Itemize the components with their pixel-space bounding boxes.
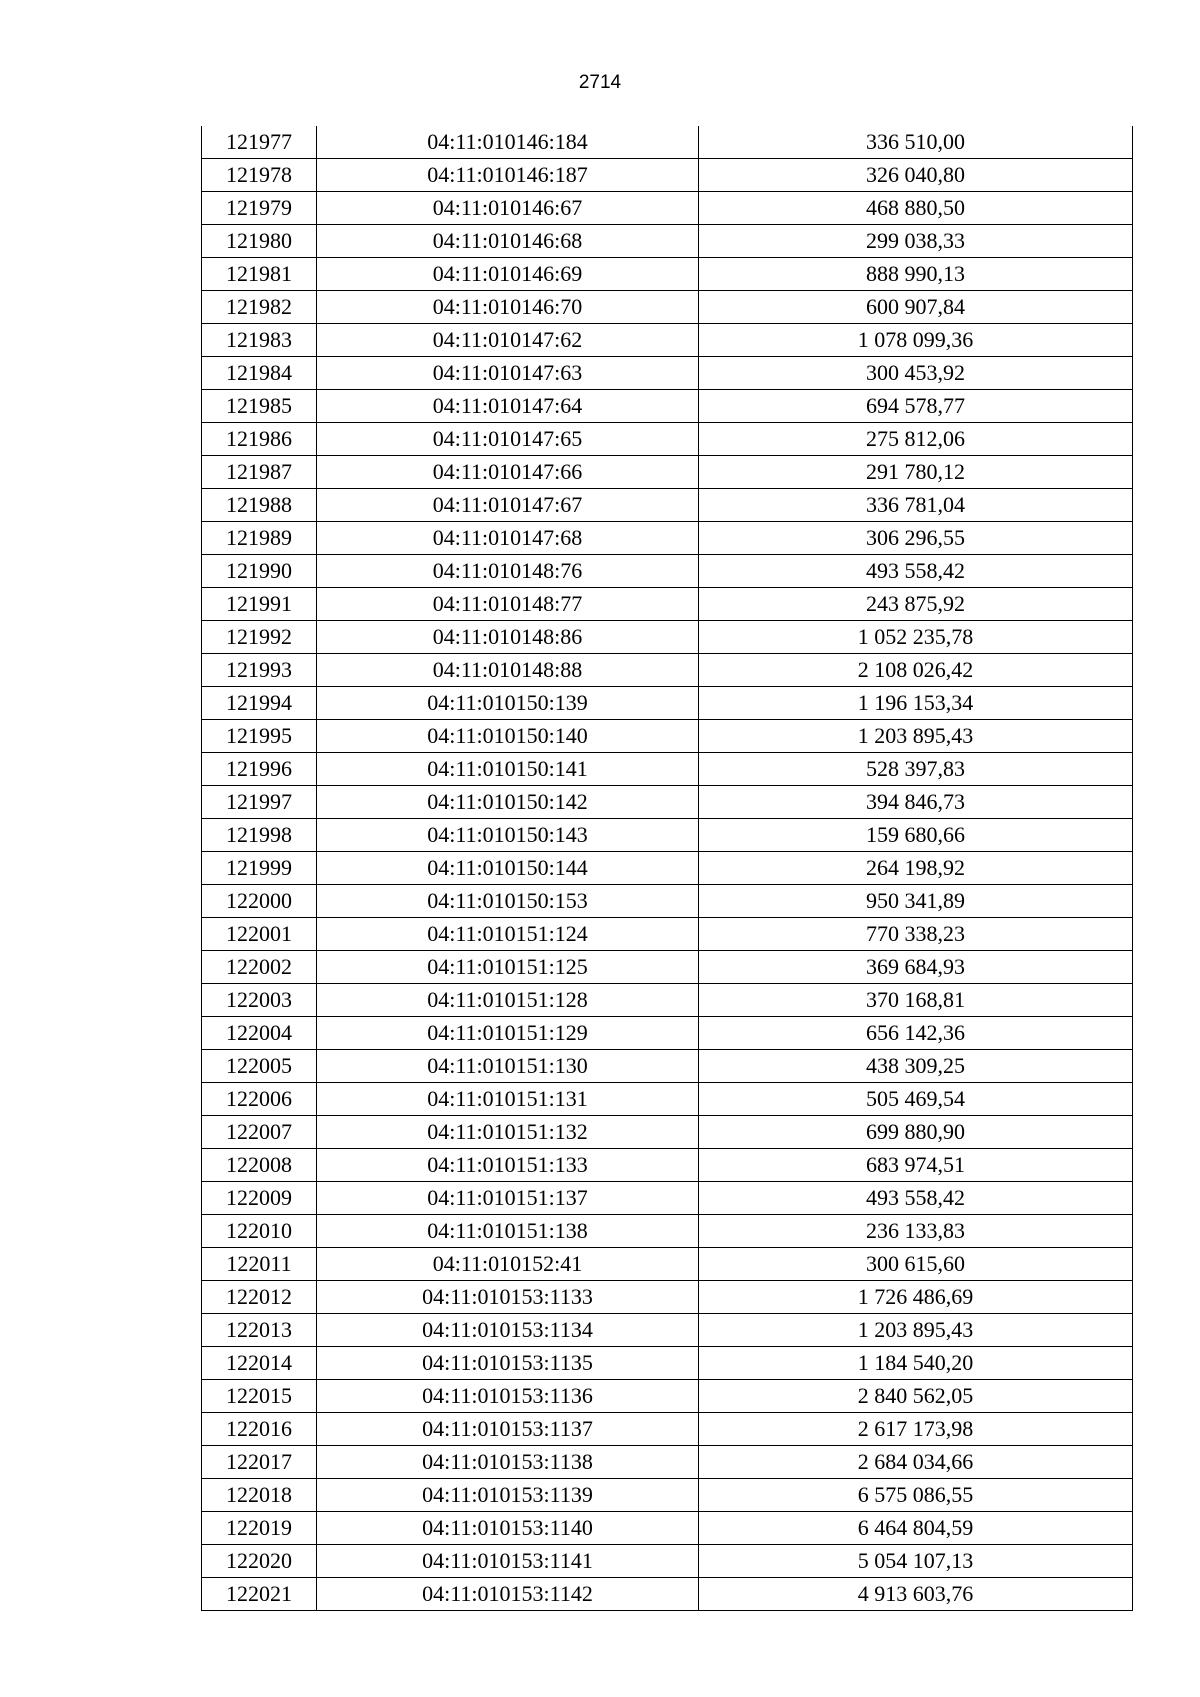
value-cell: 394 846,73 — [699, 786, 1133, 819]
value-cell: 1 184 540,20 — [699, 1347, 1133, 1380]
row-number-cell: 121986 — [202, 423, 317, 456]
value-cell: 656 142,36 — [699, 1017, 1133, 1050]
value-cell: 493 558,42 — [699, 1182, 1133, 1215]
cadastral-number-cell: 04:11:010153:1140 — [317, 1512, 699, 1545]
cadastral-number-cell: 04:11:010148:77 — [317, 588, 699, 621]
row-number-cell: 121978 — [202, 159, 317, 192]
row-number-cell: 122018 — [202, 1479, 317, 1512]
table-row — [202, 720, 1133, 753]
row-number-cell: 122021 — [202, 1578, 317, 1611]
row-number-cell: 122007 — [202, 1116, 317, 1149]
value-cell: 300 615,60 — [699, 1248, 1133, 1281]
row-number-cell: 121981 — [202, 258, 317, 291]
cadastral-number-cell: 04:11:010151:129 — [317, 1017, 699, 1050]
table-row — [202, 918, 1133, 951]
row-number-cell: 121984 — [202, 357, 317, 390]
table-row — [202, 1413, 1133, 1446]
value-cell: 493 558,42 — [699, 555, 1133, 588]
table-row — [202, 1578, 1133, 1611]
registry-table-body — [202, 126, 1133, 1611]
cadastral-number-cell: 04:11:010150:139 — [317, 687, 699, 720]
table-row — [202, 126, 1133, 159]
value-cell: 300 453,92 — [699, 357, 1133, 390]
row-number-cell: 121979 — [202, 192, 317, 225]
table-row — [202, 1380, 1133, 1413]
value-cell: 2 840 562,05 — [699, 1380, 1133, 1413]
cadastral-number-cell: 04:11:010151:131 — [317, 1083, 699, 1116]
row-number-cell: 122020 — [202, 1545, 317, 1578]
value-cell: 275 812,06 — [699, 423, 1133, 456]
value-cell: 336 510,00 — [699, 126, 1133, 159]
row-number-cell: 121985 — [202, 390, 317, 423]
row-number-cell: 122003 — [202, 984, 317, 1017]
cadastral-number-cell: 04:11:010153:1141 — [317, 1545, 699, 1578]
table-row — [202, 555, 1133, 588]
value-cell: 1 052 235,78 — [699, 621, 1133, 654]
row-number-cell: 122015 — [202, 1380, 317, 1413]
cadastral-number-cell: 04:11:010151:132 — [317, 1116, 699, 1149]
cadastral-number-cell: 04:11:010147:65 — [317, 423, 699, 456]
value-cell: 2 617 173,98 — [699, 1413, 1133, 1446]
table-row — [202, 786, 1133, 819]
table-row — [202, 1248, 1133, 1281]
table-row — [202, 1050, 1133, 1083]
value-cell: 528 397,83 — [699, 753, 1133, 786]
cadastral-number-cell: 04:11:010153:1136 — [317, 1380, 699, 1413]
cadastral-number-cell: 04:11:010150:153 — [317, 885, 699, 918]
row-number-cell: 122008 — [202, 1149, 317, 1182]
cadastral-number-cell: 04:11:010147:64 — [317, 390, 699, 423]
row-number-cell: 121995 — [202, 720, 317, 753]
value-cell: 4 913 603,76 — [699, 1578, 1133, 1611]
value-cell: 243 875,92 — [699, 588, 1133, 621]
value-cell: 683 974,51 — [699, 1149, 1133, 1182]
cadastral-number-cell: 04:11:010147:63 — [317, 357, 699, 390]
row-number-cell: 122011 — [202, 1248, 317, 1281]
cadastral-number-cell: 04:11:010151:138 — [317, 1215, 699, 1248]
row-number-cell: 122004 — [202, 1017, 317, 1050]
table-row — [202, 1116, 1133, 1149]
cadastral-number-cell: 04:11:010153:1133 — [317, 1281, 699, 1314]
row-number-cell: 122002 — [202, 951, 317, 984]
cadastral-number-cell: 04:11:010151:128 — [317, 984, 699, 1017]
cadastral-number-cell: 04:11:010146:70 — [317, 291, 699, 324]
row-number-cell: 122017 — [202, 1446, 317, 1479]
table-row — [202, 522, 1133, 555]
value-cell: 369 684,93 — [699, 951, 1133, 984]
value-cell: 770 338,23 — [699, 918, 1133, 951]
value-cell: 5 054 107,13 — [699, 1545, 1133, 1578]
value-cell: 2 108 026,42 — [699, 654, 1133, 687]
cadastral-number-cell: 04:11:010146:69 — [317, 258, 699, 291]
cadastral-number-cell: 04:11:010153:1138 — [317, 1446, 699, 1479]
cadastral-number-cell: 04:11:010151:125 — [317, 951, 699, 984]
value-cell: 326 040,80 — [699, 159, 1133, 192]
table-row — [202, 357, 1133, 390]
cadastral-number-cell: 04:11:010151:137 — [317, 1182, 699, 1215]
cadastral-number-cell: 04:11:010151:133 — [317, 1149, 699, 1182]
row-number-cell: 122012 — [202, 1281, 317, 1314]
table-row — [202, 324, 1133, 357]
value-cell: 291 780,12 — [699, 456, 1133, 489]
row-number-cell: 121997 — [202, 786, 317, 819]
row-number-cell: 121988 — [202, 489, 317, 522]
value-cell: 1 196 153,34 — [699, 687, 1133, 720]
value-cell: 1 203 895,43 — [699, 720, 1133, 753]
cadastral-number-cell: 04:11:010146:68 — [317, 225, 699, 258]
row-number-cell: 121980 — [202, 225, 317, 258]
value-cell: 888 990,13 — [699, 258, 1133, 291]
cadastral-number-cell: 04:11:010153:1135 — [317, 1347, 699, 1380]
cadastral-number-cell: 04:11:010152:41 — [317, 1248, 699, 1281]
value-cell: 336 781,04 — [699, 489, 1133, 522]
value-cell: 264 198,92 — [699, 852, 1133, 885]
cadastral-number-cell: 04:11:010153:1142 — [317, 1578, 699, 1611]
row-number-cell: 122013 — [202, 1314, 317, 1347]
value-cell: 694 578,77 — [699, 390, 1133, 423]
row-number-cell: 122005 — [202, 1050, 317, 1083]
value-cell: 1 078 099,36 — [699, 324, 1133, 357]
value-cell: 600 907,84 — [699, 291, 1133, 324]
cadastral-number-cell: 04:11:010151:124 — [317, 918, 699, 951]
cadastral-number-cell: 04:11:010147:67 — [317, 489, 699, 522]
cadastral-number-cell: 04:11:010150:140 — [317, 720, 699, 753]
cadastral-number-cell: 04:11:010153:1139 — [317, 1479, 699, 1512]
cadastral-number-cell: 04:11:010147:62 — [317, 324, 699, 357]
value-cell: 468 880,50 — [699, 192, 1133, 225]
cadastral-number-cell: 04:11:010146:67 — [317, 192, 699, 225]
row-number-cell: 121999 — [202, 852, 317, 885]
table-row — [202, 1479, 1133, 1512]
cadastral-number-cell: 04:11:010148:76 — [317, 555, 699, 588]
table-row — [202, 1347, 1133, 1380]
cadastral-number-cell: 04:11:010150:141 — [317, 753, 699, 786]
table-row — [202, 258, 1133, 291]
table-row — [202, 753, 1133, 786]
table-row — [202, 1512, 1133, 1545]
row-number-cell: 121990 — [202, 555, 317, 588]
registry-table — [201, 126, 1133, 1611]
row-number-cell: 122010 — [202, 1215, 317, 1248]
value-cell: 1 203 895,43 — [699, 1314, 1133, 1347]
page-number: 2714 — [578, 72, 622, 93]
row-number-cell: 121993 — [202, 654, 317, 687]
table-row — [202, 225, 1133, 258]
value-cell: 2 684 034,66 — [699, 1446, 1133, 1479]
table-row — [202, 1446, 1133, 1479]
row-number-cell: 121996 — [202, 753, 317, 786]
cadastral-number-cell: 04:11:010150:142 — [317, 786, 699, 819]
table-row — [202, 1545, 1133, 1578]
cadastral-number-cell: 04:11:010147:68 — [317, 522, 699, 555]
row-number-cell: 121977 — [202, 126, 317, 159]
row-number-cell: 122009 — [202, 1182, 317, 1215]
table-row — [202, 621, 1133, 654]
cadastral-number-cell: 04:11:010150:143 — [317, 819, 699, 852]
table-row — [202, 819, 1133, 852]
table-row — [202, 423, 1133, 456]
row-number-cell: 122006 — [202, 1083, 317, 1116]
value-cell: 438 309,25 — [699, 1050, 1133, 1083]
value-cell: 505 469,54 — [699, 1083, 1133, 1116]
row-number-cell: 121989 — [202, 522, 317, 555]
row-number-cell: 121994 — [202, 687, 317, 720]
cadastral-number-cell: 04:11:010151:130 — [317, 1050, 699, 1083]
table-row — [202, 159, 1133, 192]
cadastral-number-cell: 04:11:010153:1134 — [317, 1314, 699, 1347]
table-row — [202, 654, 1133, 687]
table-row — [202, 456, 1133, 489]
cadastral-number-cell: 04:11:010146:187 — [317, 159, 699, 192]
cadastral-number-cell: 04:11:010148:88 — [317, 654, 699, 687]
value-cell: 159 680,66 — [699, 819, 1133, 852]
cadastral-number-cell: 04:11:010148:86 — [317, 621, 699, 654]
table-row — [202, 489, 1133, 522]
table-row — [202, 885, 1133, 918]
row-number-cell: 121982 — [202, 291, 317, 324]
row-number-cell: 122019 — [202, 1512, 317, 1545]
table-row — [202, 1149, 1133, 1182]
value-cell: 1 726 486,69 — [699, 1281, 1133, 1314]
cadastral-number-cell: 04:11:010147:66 — [317, 456, 699, 489]
row-number-cell: 122014 — [202, 1347, 317, 1380]
row-number-cell: 121987 — [202, 456, 317, 489]
table-row — [202, 1314, 1133, 1347]
table-row — [202, 951, 1133, 984]
value-cell: 299 038,33 — [699, 225, 1133, 258]
value-cell: 236 133,83 — [699, 1215, 1133, 1248]
cadastral-number-cell: 04:11:010150:144 — [317, 852, 699, 885]
table-row — [202, 291, 1133, 324]
table-row — [202, 852, 1133, 885]
table-row — [202, 390, 1133, 423]
table-row — [202, 687, 1133, 720]
table-row — [202, 1182, 1133, 1215]
table-row — [202, 1215, 1133, 1248]
row-number-cell: 122001 — [202, 918, 317, 951]
table-row — [202, 1017, 1133, 1050]
cadastral-number-cell: 04:11:010146:184 — [317, 126, 699, 159]
table-row — [202, 1281, 1133, 1314]
table-row — [202, 1083, 1133, 1116]
row-number-cell: 121991 — [202, 588, 317, 621]
value-cell: 950 341,89 — [699, 885, 1133, 918]
value-cell: 699 880,90 — [699, 1116, 1133, 1149]
table-row — [202, 192, 1133, 225]
row-number-cell: 121998 — [202, 819, 317, 852]
row-number-cell: 122016 — [202, 1413, 317, 1446]
value-cell: 370 168,81 — [699, 984, 1133, 1017]
table-row — [202, 984, 1133, 1017]
cadastral-number-cell: 04:11:010153:1137 — [317, 1413, 699, 1446]
table-row — [202, 588, 1133, 621]
row-number-cell: 121992 — [202, 621, 317, 654]
value-cell: 306 296,55 — [699, 522, 1133, 555]
value-cell: 6 464 804,59 — [699, 1512, 1133, 1545]
row-number-cell: 122000 — [202, 885, 317, 918]
row-number-cell: 121983 — [202, 324, 317, 357]
value-cell: 6 575 086,55 — [699, 1479, 1133, 1512]
